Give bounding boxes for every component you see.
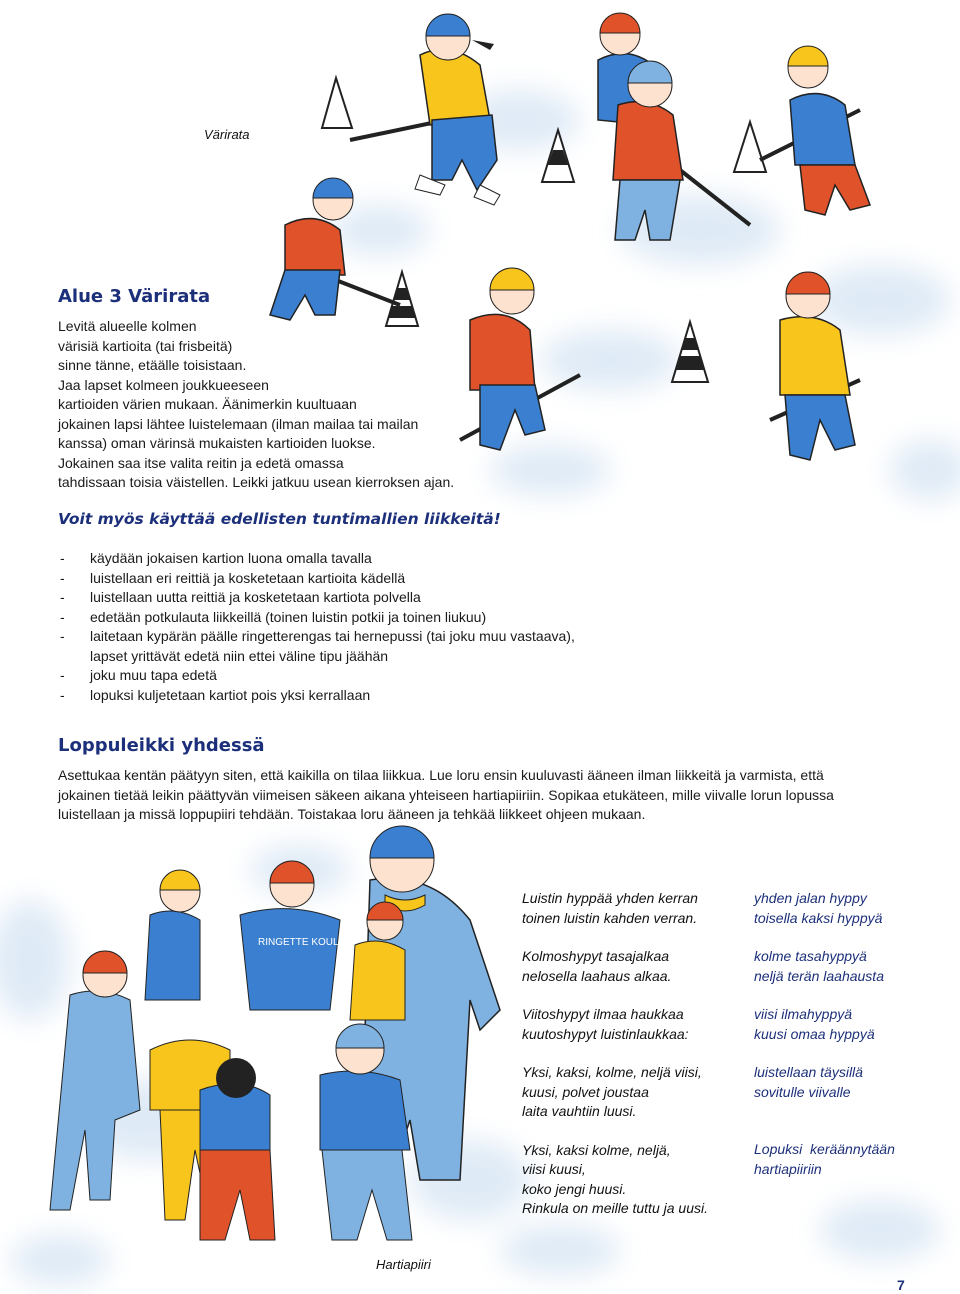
skater-blue-red-right xyxy=(760,46,870,215)
list-item: - luistellaan eri reittiä ja kosketetaan kartioita kädellä xyxy=(60,569,406,586)
instruction-line: yhden jalan hyppy xyxy=(754,890,867,906)
list-item: - edetään potkulauta liikkeillä (toinen luistin potkii ja toinen liukuu) xyxy=(60,608,487,625)
child-back-2 xyxy=(240,861,346,1010)
paragraph-line: tahdissaan toisia väistellen. Leikki jatkuu usean kierroksen ajan. xyxy=(58,474,455,490)
poem-stanza xyxy=(522,947,708,986)
poem-line: nelosella laahaus alkaa. xyxy=(522,967,672,984)
paragraph-line: luistellaan ja missä loppupiiri tehdään. Toistakaa loru ääneen ja tehkää liikkeet ohjeen mukaan. xyxy=(58,806,646,822)
paragraph-line: kanssa) oman värinsä mukaisten kartioiden luokse. xyxy=(58,435,376,451)
poem-line: koko jengi huusi. xyxy=(522,1180,627,1197)
poem-right-column xyxy=(754,889,895,1198)
poem-line: Kolmoshypyt tasajalkaa xyxy=(522,948,670,964)
cone-striped-1 xyxy=(542,130,574,182)
activity-list xyxy=(60,549,575,705)
paragraph-line: Levitä alueelle kolmen xyxy=(58,318,197,334)
poem-stanza xyxy=(522,1141,708,1219)
poem-line: kuusi, polvet joustaa xyxy=(522,1083,649,1100)
paragraph-line: jokainen tietää leikin päättyvän viimeisen säkeen aikana yhteiseen hartiapiiriin. Sopikaa etukäteen, mille viivalle lorun lopussa xyxy=(58,786,834,803)
list-item: - käydään jokaisen kartion luona omalla tavalla xyxy=(60,550,372,566)
poem-line: viisi kuusi, xyxy=(522,1161,586,1177)
paragraph-line: Asettukaa kentän päätyyn siten, että kaikilla on tilaa liikkua. Lue loru ensin kuuluvasti ääneen ilman liikkeitä ja varmista, että xyxy=(58,767,824,783)
instruction-line: neljä terän laahausta xyxy=(754,967,884,984)
paragraph-line: jokainen lapsi lähtee luistelemaan (ilman mailaa tai mailan xyxy=(58,415,419,432)
list-item: - luistellaan uutta reittiä ja kosketetaan kartiota polvella xyxy=(60,589,421,605)
section1-paragraph xyxy=(58,317,454,493)
section2-heading: Loppuleikki yhdessä xyxy=(58,735,265,756)
poem-line: Yksi, kaksi kolme, neljä, xyxy=(522,1141,671,1158)
list-item: - laitetaan kypärän päälle ringetterengas tai hernepussi (tai joku muu vastaava), xyxy=(60,628,575,644)
paragraph-line: Jokainen saa itse valita reitin ja edetä omassa xyxy=(58,454,344,471)
instruction-line: viisi ilmahyppyä xyxy=(754,1006,853,1022)
instruction-line: toisella kaksi hyppyä xyxy=(754,909,883,926)
instruction-stanza xyxy=(754,1005,895,1044)
poem-stanza xyxy=(522,889,708,928)
poem-line: Yksi, kaksi, kolme, neljä viisi, xyxy=(522,1064,702,1080)
paragraph-line: Jaa lapset kolmeen joukkueeseen xyxy=(58,376,269,393)
poem-stanza xyxy=(522,1005,708,1044)
instruction-stanza xyxy=(754,1063,895,1102)
instruction-line: luistellaan täysillä xyxy=(754,1064,863,1080)
list-item: - joku muu tapa edetä xyxy=(60,667,217,683)
skater-yellow-blue-right xyxy=(770,272,860,460)
poem-line: laita vauhtiin luusi. xyxy=(522,1103,637,1119)
instruction-line: kuusi omaa hyppyä xyxy=(754,1025,875,1042)
page-number: 7 xyxy=(897,1277,905,1293)
instruction-line: kolme tasahyppyä xyxy=(754,948,867,964)
poem-line: Viitoshypyt ilmaa haukkaa xyxy=(522,1006,684,1022)
top-caption: Värirata xyxy=(204,127,250,142)
cone-striped-3 xyxy=(672,322,708,382)
poem-line: kuutoshypyt luistinlaukkaa: xyxy=(522,1025,689,1042)
instruction-line: sovitulle viivalle xyxy=(754,1083,851,1100)
instruction-stanza xyxy=(754,947,895,986)
poem-line: toinen luistin kahden verran. xyxy=(522,909,698,926)
child-back-1 xyxy=(145,870,200,1000)
poem-left-column xyxy=(522,889,708,1238)
bottom-caption: Hartiapiiri xyxy=(376,1257,431,1272)
instruction-line: Lopuksi keräännytään xyxy=(754,1141,895,1157)
paragraph-line: värisiä kartioita (tai frisbeitä) xyxy=(58,337,233,354)
section2-paragraph xyxy=(58,766,834,825)
poem-line: Luistin hyppää yhden kerran xyxy=(522,890,698,906)
list-item: - lopuksi kuljetetaan kartiot pois yksi kerrallaan xyxy=(60,686,371,703)
paragraph-line: kartioiden värien mukaan. Äänimerkin kuultuaan xyxy=(58,396,357,412)
poem-stanza xyxy=(522,1063,708,1122)
poem-line: Rinkula on meille tuttu ja uusi. xyxy=(522,1200,708,1216)
instruction-stanza xyxy=(754,889,895,928)
section1-heading: Alue 3 Värirata xyxy=(58,286,211,307)
instruction-line: hartiapiiriin xyxy=(754,1160,822,1177)
paragraph-line: sinne tänne, etäälle toisistaan. xyxy=(58,357,247,373)
list-item-continuation: lapset yrittävät edetä niin ettei väline tipu jäähän xyxy=(90,647,389,664)
child-back-3 xyxy=(350,902,405,1020)
helmet-text: RINGETTE KOULU xyxy=(258,937,346,948)
cone-white-2 xyxy=(734,122,766,172)
section1-subheading: Voit myös käyttää edellisten tuntimallien liikkeitä! xyxy=(58,510,501,528)
child-front-left xyxy=(50,951,140,1210)
skater-red-lightblue xyxy=(613,61,750,240)
instruction-stanza xyxy=(754,1140,895,1179)
